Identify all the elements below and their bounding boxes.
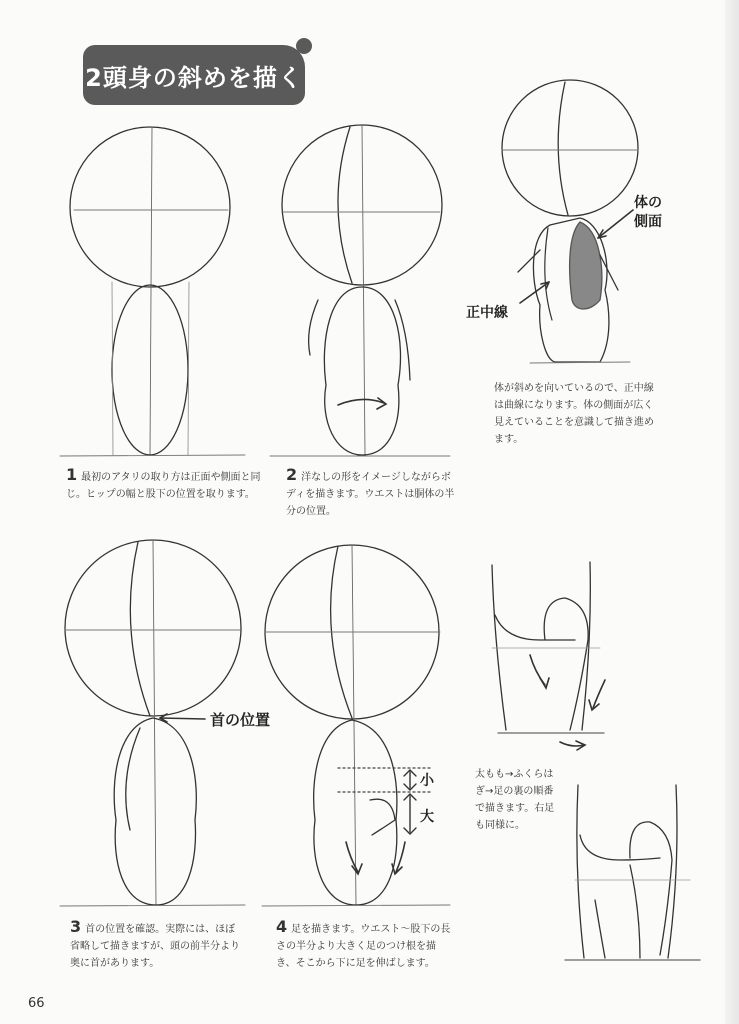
page-number: 66 (28, 996, 45, 1011)
step-4-number: 4 (276, 917, 288, 936)
step-4-caption (276, 918, 454, 972)
figure-3-side-shading (570, 222, 602, 309)
figure-3-diagonal-sketch (502, 80, 638, 363)
figure-3-head (502, 80, 638, 216)
step-1-text: 最初のアタリの取り方は正面や側面と同じ。ヒップの幅と股下の位置を取ります。 (66, 472, 261, 500)
step-4-text: 足を描きます。ウエスト〜股下の長さの半分より大きく足のつけ根を描き、そこから下に足を伸ばします。 (276, 924, 451, 969)
leg-detail-bottom-sketch (565, 785, 700, 960)
figure-1-head (70, 127, 230, 287)
step-1-number: 1 (66, 465, 78, 484)
step-1-caption (66, 466, 264, 503)
label-body-side-line2: 側面 (634, 214, 662, 230)
figure-2-body (324, 287, 400, 455)
label-small: 小 (420, 773, 434, 789)
step-2-caption (286, 466, 456, 520)
step-3-text: 首の位置を確認。実際には、ほぼ省略して描きますが、頭の前半分より奥に首があります。 (70, 924, 240, 969)
leg-detail-top-sketch (492, 562, 605, 750)
label-neck-position: 首の位置 (210, 711, 271, 729)
label-center-line: 正中線 (466, 305, 508, 321)
step-3-caption (70, 918, 242, 972)
page-title: 2頭身の斜めを描く (85, 63, 303, 92)
step-2-text: 洋なしの形をイメージしながらボディを描きます。ウエストは胴体の半分の位置。 (286, 472, 455, 517)
diagonal-note: 体が斜めを向いているので、正中線は曲線になります。体の側面が広く見えていることを意識して描き進めます。 (494, 383, 654, 445)
figure-2-sketch (270, 125, 450, 456)
label-large: 大 (420, 809, 434, 825)
step-2-number: 2 (286, 465, 298, 484)
figure-1-sketch (60, 127, 245, 456)
figure-5-sketch (262, 545, 450, 906)
label-body-side-line1: 体の (634, 195, 662, 211)
legs-note: 太もも→ふくらはぎ→足の裏の順番で描きます。右足も同様に。 (475, 769, 555, 831)
step-3-number: 3 (70, 917, 82, 936)
